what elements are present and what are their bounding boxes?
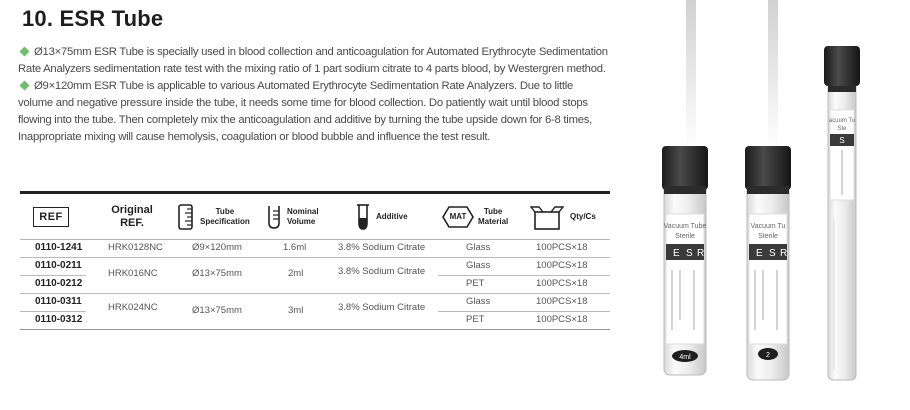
esr-tube-2ml xyxy=(745,146,791,380)
graduated-tube-icon xyxy=(267,205,281,229)
spec-table xyxy=(20,191,610,325)
mat-hexagon-icon: MAT xyxy=(442,206,474,228)
row-divider xyxy=(20,311,86,312)
band-letter-r: R xyxy=(697,248,705,259)
row-divider xyxy=(20,293,610,294)
row-divider xyxy=(20,275,86,276)
product-photo xyxy=(628,0,910,410)
header-spec: Tube Specification xyxy=(178,194,258,239)
row-divider xyxy=(438,275,610,276)
tube2-label-line1: Vacuum Tu xyxy=(750,223,786,230)
band-letter-e: E xyxy=(673,248,680,259)
paragraph-1: Ø13×75mm ESR Tube is specially used in blood collection and anticoagulation for Automated Erythrocyte Sedimentation Rate Analyzers sedimentation rate test with the mixing ratio of 1 part sodium citrate to 4 parts blood, by Westergren method. xyxy=(18,46,608,75)
header-volume: Nominal Volume xyxy=(267,194,337,239)
tube2-volume: 2 xyxy=(766,352,770,359)
tube1-label-line1: Vacuum Tube xyxy=(663,223,707,230)
tube3-label-line1: acuum Tu xyxy=(828,118,856,124)
ruler-tube-icon xyxy=(178,204,194,230)
header-additive: Additive xyxy=(356,194,426,239)
header-ref xyxy=(28,194,74,239)
table-body: 0110-1241 HRK0128NC Ø9×120mm 1.6ml 3.8% Sodium Citrate Glass 100PCS×18 0110-0211 0110-0212 HRK016NC Ø13×75mm 2ml 3.8% Sodium Citrate Glass PET 100PCS×18 100PCS×18 0110-0311 0110-0312 HRK024NC Ø13×75mm 3ml 3.8% Sodium Citrate Glass PET 100PCS×18 100PCS×18 xyxy=(20,240,610,330)
header-original-ref: Original REF. xyxy=(111,203,153,229)
row-divider xyxy=(20,257,610,258)
ref-box-icon: REF xyxy=(33,207,69,227)
row-divider xyxy=(20,329,610,330)
header-qty: Qty/Cs xyxy=(530,194,608,239)
additive-tube-icon xyxy=(356,204,370,230)
diamond-bullet-icon xyxy=(20,81,30,91)
header-material: MAT Tube Material xyxy=(442,194,522,239)
carton-box-icon xyxy=(530,204,564,230)
band-letter-e: E xyxy=(756,248,763,259)
tube-illustration xyxy=(628,0,910,410)
row-divider xyxy=(438,311,610,312)
page-title: 10. ESR Tube xyxy=(22,6,164,31)
description xyxy=(18,44,610,146)
table-header xyxy=(20,194,610,240)
band-letter-s: S xyxy=(839,136,845,145)
paragraph-2: Ø9×120mm ESR Tube is applicable to various Automated Erythrocyte Sedimentation Rate Analyzers. Due to little volume and negative pressure inside the tube, it needs some time for blood collection. Do patiently wait until blood stops flowing into the tube. Then completely mix the anticoagulation and additive by turning the tube upside down for 6-8 times, Inappropriate mixing will cause hemolysis, coagulation or blood bubble and influence the test result. xyxy=(18,80,593,143)
tube3-label-line2: Ste xyxy=(837,126,847,132)
tube1-volume: 4ml xyxy=(679,354,691,361)
diamond-bullet-icon xyxy=(20,47,30,57)
esr-tube-4ml xyxy=(662,146,708,375)
band-letter-s: S xyxy=(769,248,776,259)
band-letter-s: S xyxy=(686,248,693,259)
band-letter-r: R xyxy=(780,248,788,259)
tube1-label-line2: Sterile xyxy=(675,233,695,240)
esr-tube-long xyxy=(824,46,860,380)
tube2-label-line2: Sterile xyxy=(758,233,778,240)
